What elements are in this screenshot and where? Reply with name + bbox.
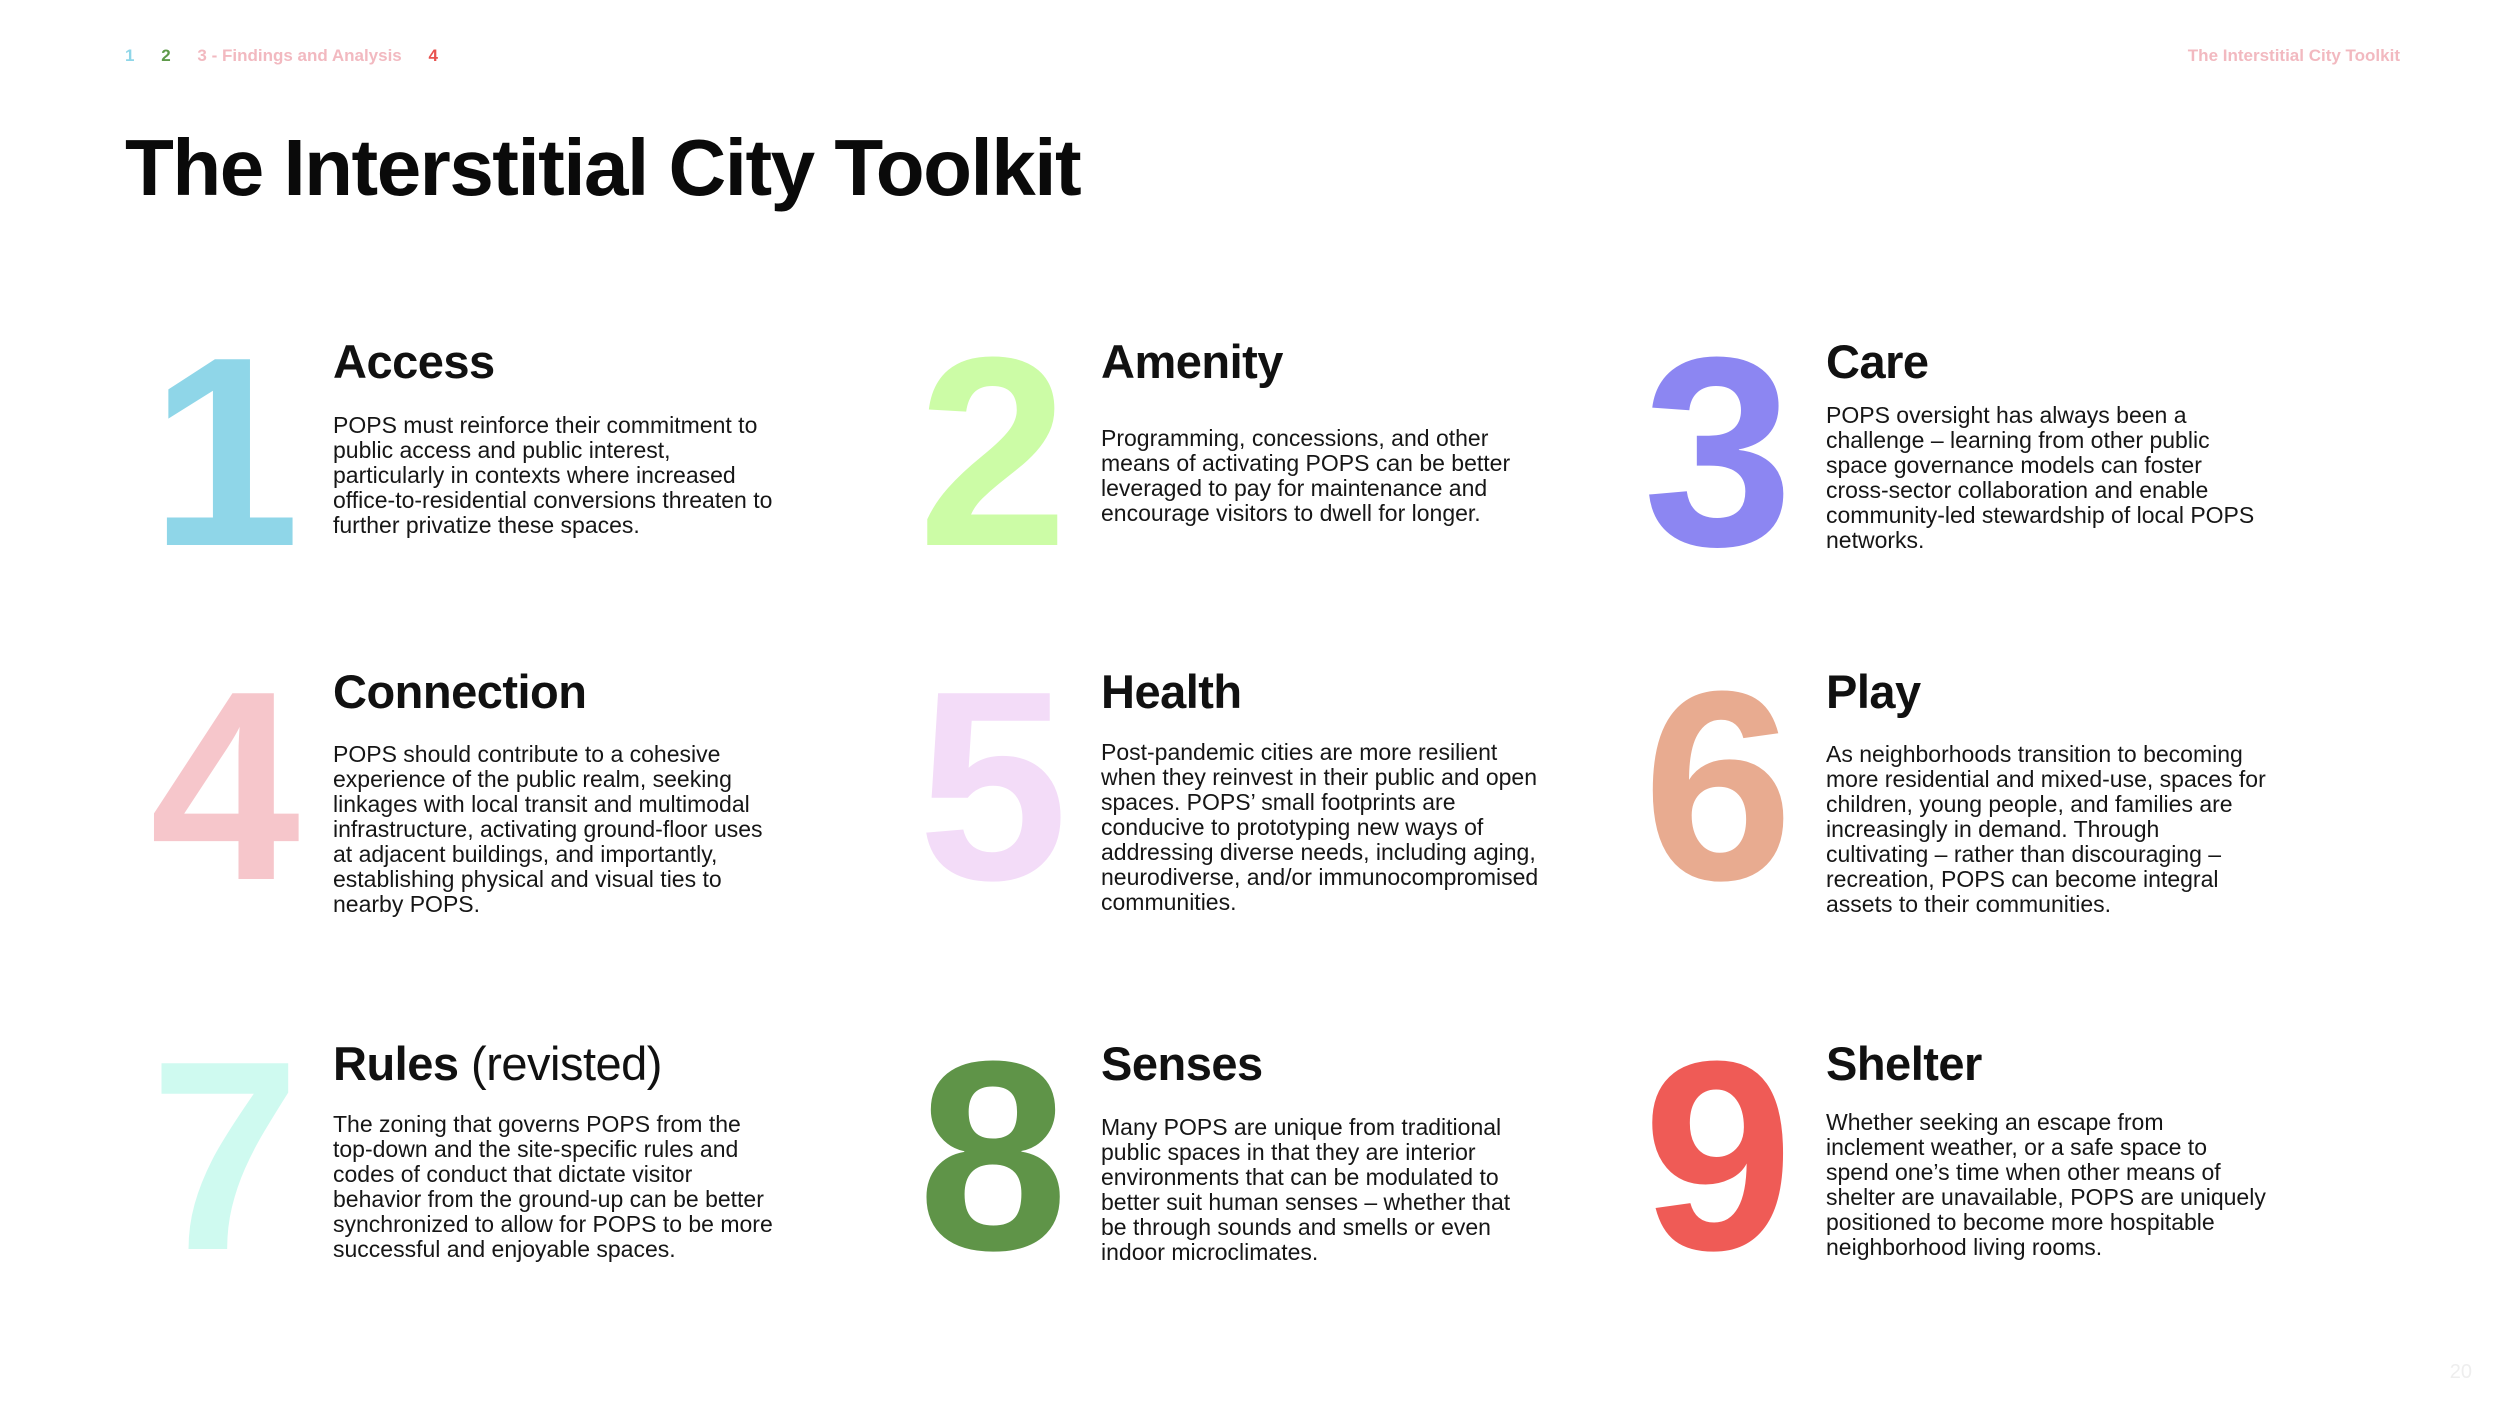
item-title-text: Shelter (1826, 1037, 1982, 1090)
item-title (1826, 335, 1929, 388)
toolkit-item-health (893, 636, 1613, 972)
nav-item-1[interactable]: 1 (125, 46, 135, 65)
nav-item-4[interactable]: 4 (428, 46, 438, 65)
item-title (333, 1037, 662, 1090)
item-title-text: Senses (1101, 1037, 1263, 1090)
item-title (1826, 665, 1921, 718)
toolkit-item-access (125, 302, 845, 638)
toolkit-item-play (1618, 636, 2338, 972)
toolkit-item-amenity (893, 302, 1613, 638)
item-number: 8 (917, 1006, 1069, 1307)
item-title (333, 335, 495, 388)
item-title-text: Connection (333, 665, 587, 718)
toolkit-item-care (1618, 302, 2338, 638)
item-description: POPS oversight has always been a challenge – learning from other public space governance models can foster cross-sector collaboration and enable community-led stewardship of local POPS networks. (1826, 402, 2255, 553)
item-title (1826, 1037, 1982, 1090)
item-description: As neighborhoods transition to becoming more residential and mixed-use, spaces for children, young people, and families are increasingly in demand. Through cultivating – rather than discouraging – recreation, POPS can become integral assets to their communities. (1826, 741, 2266, 917)
page-number: 20 (2449, 1361, 2472, 1383)
item-title (1101, 1037, 1263, 1090)
item-number: 6 (1642, 636, 1794, 937)
item-number: 3 (1642, 302, 1794, 603)
item-title-suffix: (revisted) (458, 1037, 662, 1090)
item-description: Programming, concessions, and other means of activating POPS can be better leveraged to pay for maintenance and encourage visitors to dwell for longer. (1101, 425, 1511, 526)
nav-item-3-findings[interactable]: 3 - Findings and Analysis (197, 46, 402, 65)
toolkit-item-senses (893, 1006, 1613, 1342)
item-number: 7 (149, 1006, 301, 1307)
item-number: 5 (917, 636, 1069, 937)
item-description: Whether seeking an escape from inclement weather, or a safe space to spend one’s time when other means of shelter are unavailable, POPS are uniquely positioned to become more hospitable neighborhood living rooms. (1826, 1109, 2266, 1260)
item-title (333, 665, 587, 718)
item-title-text: Amenity (1101, 335, 1283, 388)
item-description: POPS must reinforce their commitment to public access and public interest, particularly in contexts where increased office-to-residential conversions threaten to further privatize these spaces. (333, 412, 773, 538)
item-description: POPS should contribute to a cohesive experience of the public realm, seeking linkages with local transit and multimodal infrastructure, activating ground-floor uses at adjacent buildings, and importantly, establishing physical and visual ties to nearby POPS. (333, 741, 763, 917)
item-number: 4 (149, 636, 301, 937)
toolkit-item-shelter (1618, 1006, 2338, 1342)
item-title-text: Play (1826, 665, 1921, 718)
item-number: 9 (1642, 1006, 1794, 1307)
item-description: Post-pandemic cities are more resilient when they reinvest in their public and open spaces. POPS’ small footprints are conducive to prototyping new ways of addressing diverse needs, including aging, neurodiverse, and/or immunocompromised communities. (1101, 739, 1539, 915)
item-description: Many POPS are unique from traditional public spaces in that they are interior environments that can be modulated to better suit human senses – whether that be through sounds and smells or even indoor microclimates. (1101, 1114, 1511, 1265)
section-nav (125, 46, 460, 66)
running-title[interactable]: The Interstitial City Toolkit (2187, 46, 2400, 65)
item-title-text: Rules (333, 1037, 459, 1090)
item-title (1101, 665, 1242, 718)
item-title (1101, 335, 1283, 388)
page-title: The Interstitial City Toolkit (125, 123, 1081, 212)
toolkit-item-rules (125, 1006, 845, 1342)
item-title-text: Care (1826, 335, 1929, 388)
item-number: 1 (149, 302, 301, 603)
toolkit-item-connection (125, 636, 845, 972)
item-title-text: Access (333, 335, 495, 388)
item-title-text: Health (1101, 665, 1242, 718)
nav-item-2[interactable]: 2 (161, 46, 171, 65)
item-description: The zoning that governs POPS from the top-down and the site-specific rules and codes of conduct that dictate visitor behavior from the ground-up can be better synchronized to allow for POPS to be more successful and enjoyable spaces. (333, 1111, 773, 1262)
item-number: 2 (917, 302, 1069, 603)
